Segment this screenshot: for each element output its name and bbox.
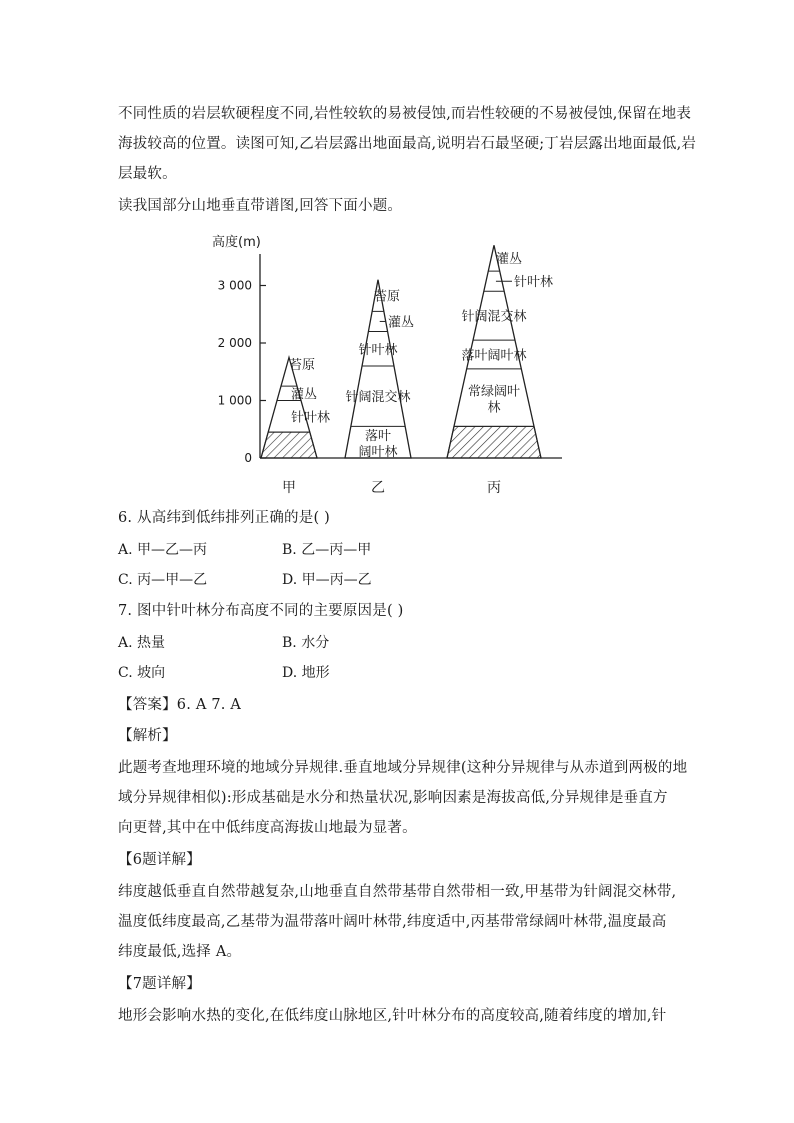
hatched-base-belt bbox=[261, 432, 317, 458]
belt-label: 落叶阔叶林 bbox=[461, 348, 527, 364]
q7-option-b[interactable]: B. 水分 bbox=[282, 635, 330, 651]
detail6-heading: 【6题详解】 bbox=[118, 852, 201, 868]
belt-label: 针叶林 bbox=[291, 410, 331, 426]
belt-label: 针阔混交林 bbox=[461, 309, 527, 325]
belt-label: 苔原 bbox=[289, 357, 316, 373]
detail6-line-3: 纬度最低,选择 A。 bbox=[118, 944, 242, 960]
analysis-line-1: 此题考查地理环境的地域分异规律.垂直地域分异规律(这种分异规律与从赤道到两极的地 bbox=[118, 760, 688, 776]
analysis-heading: 【解析】 bbox=[118, 728, 177, 744]
q7-option-d[interactable]: D. 地形 bbox=[282, 665, 330, 681]
q6-option-a[interactable]: A. 甲—乙—丙 bbox=[118, 542, 208, 558]
belt-label-line: 落叶 bbox=[364, 429, 392, 445]
y-tick-label: 3 000 bbox=[217, 278, 252, 293]
vertical-zonation-chart bbox=[200, 226, 590, 501]
y-tick-label: 1 000 bbox=[217, 393, 252, 408]
answer-line: 【答案】6. A 7. A bbox=[118, 697, 242, 713]
intro-line-3: 层最软。 bbox=[118, 166, 177, 182]
intro-line-1: 不同性质的岩层软硬程度不同,岩性较软的易被侵蚀,而岩性较硬的不易被侵蚀,保留在地表 bbox=[118, 106, 692, 122]
mountain-name: 甲 bbox=[282, 480, 296, 496]
intro-line-2: 海拔较高的位置。读图可知,乙岩层露出地面最高,说明岩石最坚硬;丁岩层露出地面最低,岩 bbox=[118, 136, 697, 152]
y-tick-label: 2 000 bbox=[217, 336, 252, 350]
mountain-name: 乙 bbox=[371, 480, 385, 496]
hatched-base-belt bbox=[447, 426, 541, 458]
question-7-stem: 7. 图中针叶林分布高度不同的主要原因是( ) bbox=[118, 603, 404, 619]
belt-label: 灌丛 bbox=[496, 252, 523, 268]
detail6-line-2: 温度低纬度最高,乙基带为温带落叶阔叶林带,纬度适中,丙基带常绿阔叶林带,温度最高 bbox=[118, 914, 667, 930]
belt-label: 针阔混交林 bbox=[345, 390, 411, 406]
q7-option-a[interactable]: A. 热量 bbox=[118, 635, 166, 651]
detail7-line-1: 地形会影响水热的变化,在低纬度山脉地区,针叶林分布的高度较高,随着纬度的增加,针 bbox=[118, 1008, 667, 1024]
q6-option-c[interactable]: C. 丙—甲—乙 bbox=[118, 572, 208, 588]
belt-label: 灌丛 bbox=[291, 387, 318, 403]
q6-option-b[interactable]: B. 乙—丙—甲 bbox=[282, 542, 372, 558]
belt-label bbox=[358, 429, 397, 460]
q6-option-d[interactable]: D. 甲—丙—乙 bbox=[282, 572, 372, 588]
belt-label bbox=[468, 384, 520, 416]
q7-option-c[interactable]: C. 坡向 bbox=[118, 665, 166, 681]
belt-label: 灌丛 bbox=[388, 315, 415, 331]
question-6-stem: 6. 从高纬到低纬排列正确的是( ) bbox=[118, 510, 330, 526]
belt-label-line: 常绿阔叶 bbox=[467, 384, 521, 400]
analysis-line-2: 域分异规律相似):形成基础是水分和热量状况,影响因素是海拔高低,分异规律是垂直方 bbox=[118, 790, 668, 806]
mountain-name: 丙 bbox=[487, 480, 501, 496]
y-axis-label: 高度(m) bbox=[212, 235, 261, 250]
y-tick-label: 0 bbox=[244, 451, 252, 465]
belt-label: 苔原 bbox=[374, 289, 401, 305]
detail7-heading: 【7题详解】 bbox=[118, 976, 201, 992]
question-prompt: 读我国部分山地垂直带谱图,回答下面小题。 bbox=[118, 198, 403, 214]
analysis-line-3: 向更替,其中在中低纬度高海拔山地最为显著。 bbox=[118, 820, 417, 836]
belt-label: 针叶林 bbox=[358, 342, 398, 358]
belt-label-line: 林 bbox=[487, 400, 501, 416]
vertical-zonation-figure bbox=[200, 226, 590, 501]
detail6-line-1: 纬度越低垂直自然带越复杂,山地垂直自然带基带自然带相一致,甲基带为针阔混交林带, bbox=[118, 884, 677, 900]
belt-label-line: 阔叶林 bbox=[358, 445, 398, 461]
belt-label: 针叶林 bbox=[514, 275, 554, 291]
